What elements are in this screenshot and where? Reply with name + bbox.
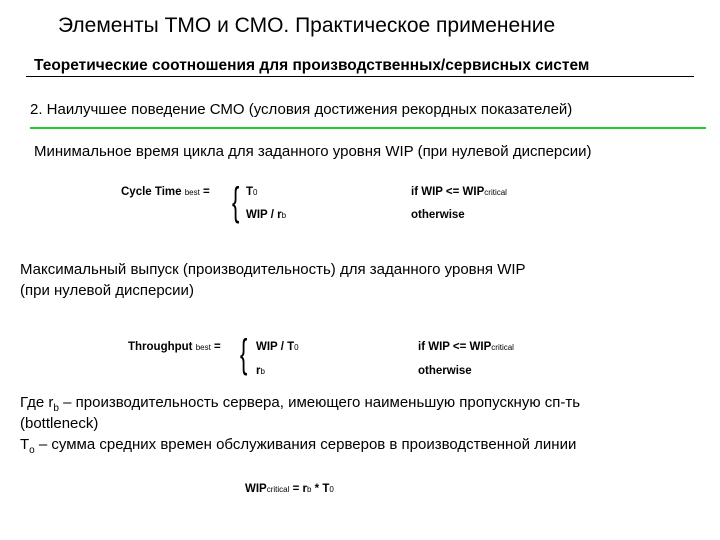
cycle-time-case1-value: T0 [246,186,258,198]
page-title: Элементы ТМО и СМО. Практическое применение [58,14,556,37]
cycle-time-case1-condition: if WIP <= WIPcritical [411,186,507,198]
definition-rb: Где $r_b$ – производительность сервера, имеющего наименьшую пропускную сп-ть [20,394,581,414]
accent-line [30,127,706,129]
definition-rb-note: (bottleneck) [20,415,99,432]
throughput-case1-value: WIP / T0 [256,341,299,353]
subtitle-underline [26,76,694,77]
throughput-case2-value: rb [256,365,265,377]
cycle-time-case2-condition: otherwise [411,209,465,221]
cycle-time-intro: Минимальное время цикла для заданного уровня WIP (при нулевой дисперсии) [34,143,592,160]
throughput-lhs: Throughput best = [128,341,221,353]
cycle-time-case2-value: WIP / rb [246,209,287,221]
wip-critical-formula: WIPcritical = rb * T0 [245,483,334,495]
throughput-case2-condition: otherwise [418,365,472,377]
throughput-case1-condition: if WIP <= WIPcritical [418,341,514,353]
section-heading: 2. Наилучшее поведение СМО (условия достижения рекордных показателей) [30,101,573,118]
throughput-brace: { [240,332,248,376]
cycle-time-brace: { [232,180,240,224]
definition-t0: $T_o$ – сумма средних времен обслуживания серверов в производственной линии [20,436,577,456]
page-subtitle: Теоретические соотношения для производственных/сервисных систем [34,57,590,74]
throughput-intro-line1: Максимальный выпуск (производительность) для заданного уровня WIP [20,261,526,278]
throughput-intro-line2: (при нулевой дисперсии) [20,282,194,299]
cycle-time-lhs: Cycle Time best = [121,186,210,198]
